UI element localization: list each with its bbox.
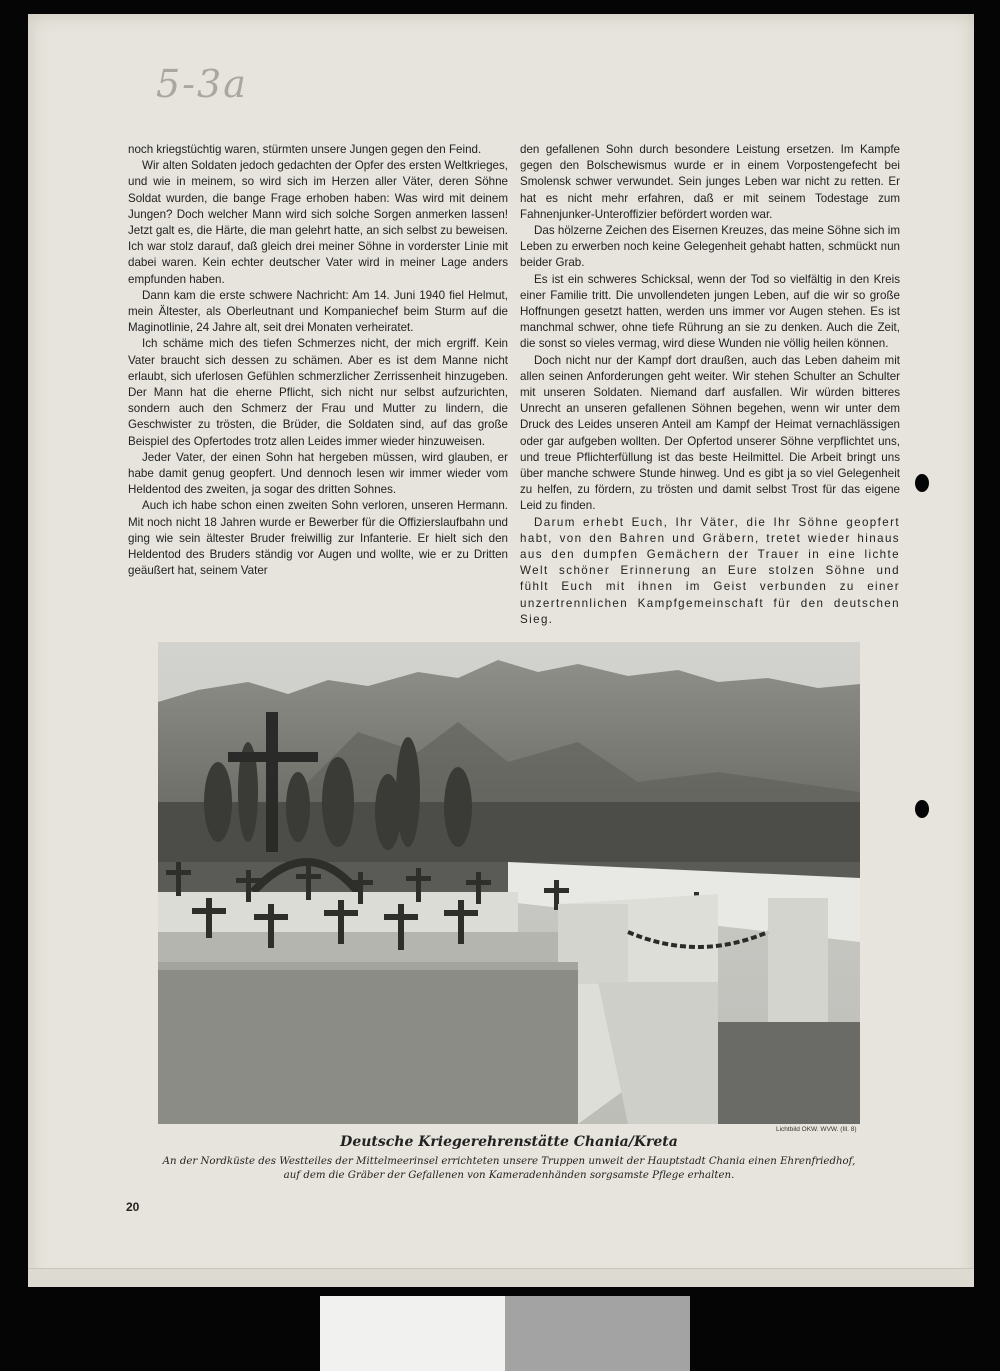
paragraph: Dann kam die erste schwere Nachricht: Am 14. Juni 1940 fiel Helmut, mein Ältester, als Oberleutnant und Kompaniechef beim Sturm auf die Maginotlinie, 24 Jahre alt, seit drei Monaten verheiratet. [128,288,508,335]
photo-credit: Lichtbild OKW. WVW. (Ill. 8) [776,1126,857,1133]
cemetery-photo [158,642,860,1124]
punch-hole [915,474,929,492]
paragraph: Doch nicht nur der Kampf dort draußen, auch das Leben daheim mit allen seinen Anforderungen geht weiter. Wir stehen Schulter an Schulter mit unseren Soldaten. Niemand darf ausfallen. Wir würden bitteres Unrecht an unseren gefallenen Söhnen begehen, wenn wir unter dem Druck des Leides unseren Anteil am Kampf der Heimat vernachlässigen oder gar aufgeben wollten. Der Opfertod unserer Söhne verpflichtet uns, und treue Pflichterfüllung ist das beste Heilmittel. Die Arbeit bringt uns über manche schwere Stunde hinweg. Und es gibt ja so viel Gelegenheit zu helfen, zu fördern, zu trösten und damit selbst Trost für das eigene Leid zu finden. [520,353,900,513]
calibration-strip-white [320,1296,505,1371]
paragraph: noch kriegstüchtig waren, stürmten unsere Jungen gegen den Feind. [128,143,482,156]
closing-paragraph: Darum erhebt Euch, Ihr Väter, die Ihr Söhne geopfert habt, von den Bahren und Gräbern, tretet wieder hinaus aus den dumpfen Gemächern der Trauer in eine lichte Welt schöner Erinnerung an Eure stolzen Söhne und fühlt Euch mit ihnen im Geist verbunden zu einer unzertrennlichen Kampfgemeinschaft für den deutschen Sieg. [520,515,900,626]
document-page [28,14,974,1286]
caption-text: An der Nordküste des Westteiles der Mittelmeerinsel errichteten unsere Truppen unweit der Hauptstadt Chania einen Ehrenfriedhof, auf dem die Gräber der Gefallenen von Kameradenhänden sorgsamste Pflege erhalten. [162,1156,856,1181]
paragraph: Auch ich habe schon einen zweiten Sohn verloren, unseren Hermann. Mit noch nicht 18 Jahren wurde er Bewerber für die Offizierslaufbahn und ging wie sein ältester Bruder freiwillig zur Infanterie. Er hielt sich den Heldentod des Bruders ständig vor Augen und wollte, wie er zu Dritten geäußert hat, seinem Vater [128,499,508,578]
caption-title: Deutsche Kriegerehrenstätte Chania/Kreta [340,1134,678,1150]
right-text-column [520,142,900,628]
punch-hole [915,800,929,818]
left-text-column [128,142,508,579]
paragraph: Es ist ein schweres Schicksal, wenn der Tod so vielfältig in den Kreis einer Familie tritt. Die unvollendeten jungen Leben, auf die wir so große Hoffnungen gesetzt hatten, werden uns immer vor Augen stehen. Es ist manchmal schwer, ohne tiefe Rührung an sie zu denken. Auch die Zeit, die sonst so vieles vermag, wird diese Wunden nie völlig heilen können. [520,272,900,351]
page-fold [28,1268,974,1287]
paragraph: Ich schäme mich des tiefen Schmerzes nicht, der mich ergriff. Kein Vater braucht sich dessen zu schämen. Aber es ist dem Manne nicht erlaubt, sich uferlosen Gefühlen schmerzlicher Zerrissenheit hinzugeben. Der Mann hat die eherne Pflicht, sich nicht nur selbst aufzurichten, sondern auch den Schmerz der Frau und Mutter zu lindern, die Geschwister zu trösten, die Brüder, die Soldaten sind, auf das große Beispiel des Opfertodes trotz allen Leides immer wieder hinzuweisen. [128,337,508,448]
calibration-strip-gray [505,1296,690,1371]
cemetery-photo-illustration [158,642,860,1124]
paragraph: Das hölzerne Zeichen des Eisernen Kreuzes, das meine Söhne sich im Leben zu erwerben noch keine Gelegenheit gehabt hatten, schmückt nun beider Grab. [520,224,900,270]
handwritten-mark: 5-3a [156,62,248,106]
paragraph: den gefallenen Sohn durch besondere Leistung ersetzen. Im Kampfe gegen den Bolschewismus wurde er in einem Vorpostengefecht bei Smolensk schwer verwundet. Sein junges Leben war nicht zu retten. Er hat es nicht mehr erfahren, daß er mit seinem Todestage zum Fahnenjunker-Unteroffizier befördert worden war. [520,143,900,221]
paragraph: Jeder Vater, der einen Sohn hat hergeben müssen, wird glauben, er habe damit genug geopfert. Und dennoch lesen wir immer wieder vom Heldentod des zweiten, ja sogar des dritten Sohnes. [128,450,508,497]
paragraph: Wir alten Soldaten jedoch gedachten der Opfer des ersten Weltkrieges, und wie in meinem, so wird sich im Herzen aller Väter, deren Söhne Soldat wurden, die bange Frage erhoben haben: Was wird mit deinem Jungen? Doch welcher Mann wird sich solche Sorgen anmerken lassen! Jetzt galt es, die Härte, die man gelehrt hatte, an sich selbst zu beweisen. Ich war stolz darauf, daß gleich drei meiner Söhne in vorderster Linie mit dabei waren. Kein echter deutscher Vater wird in meiner Lage anders empfunden haben. [128,159,508,286]
page-number: 20 [126,1200,140,1214]
